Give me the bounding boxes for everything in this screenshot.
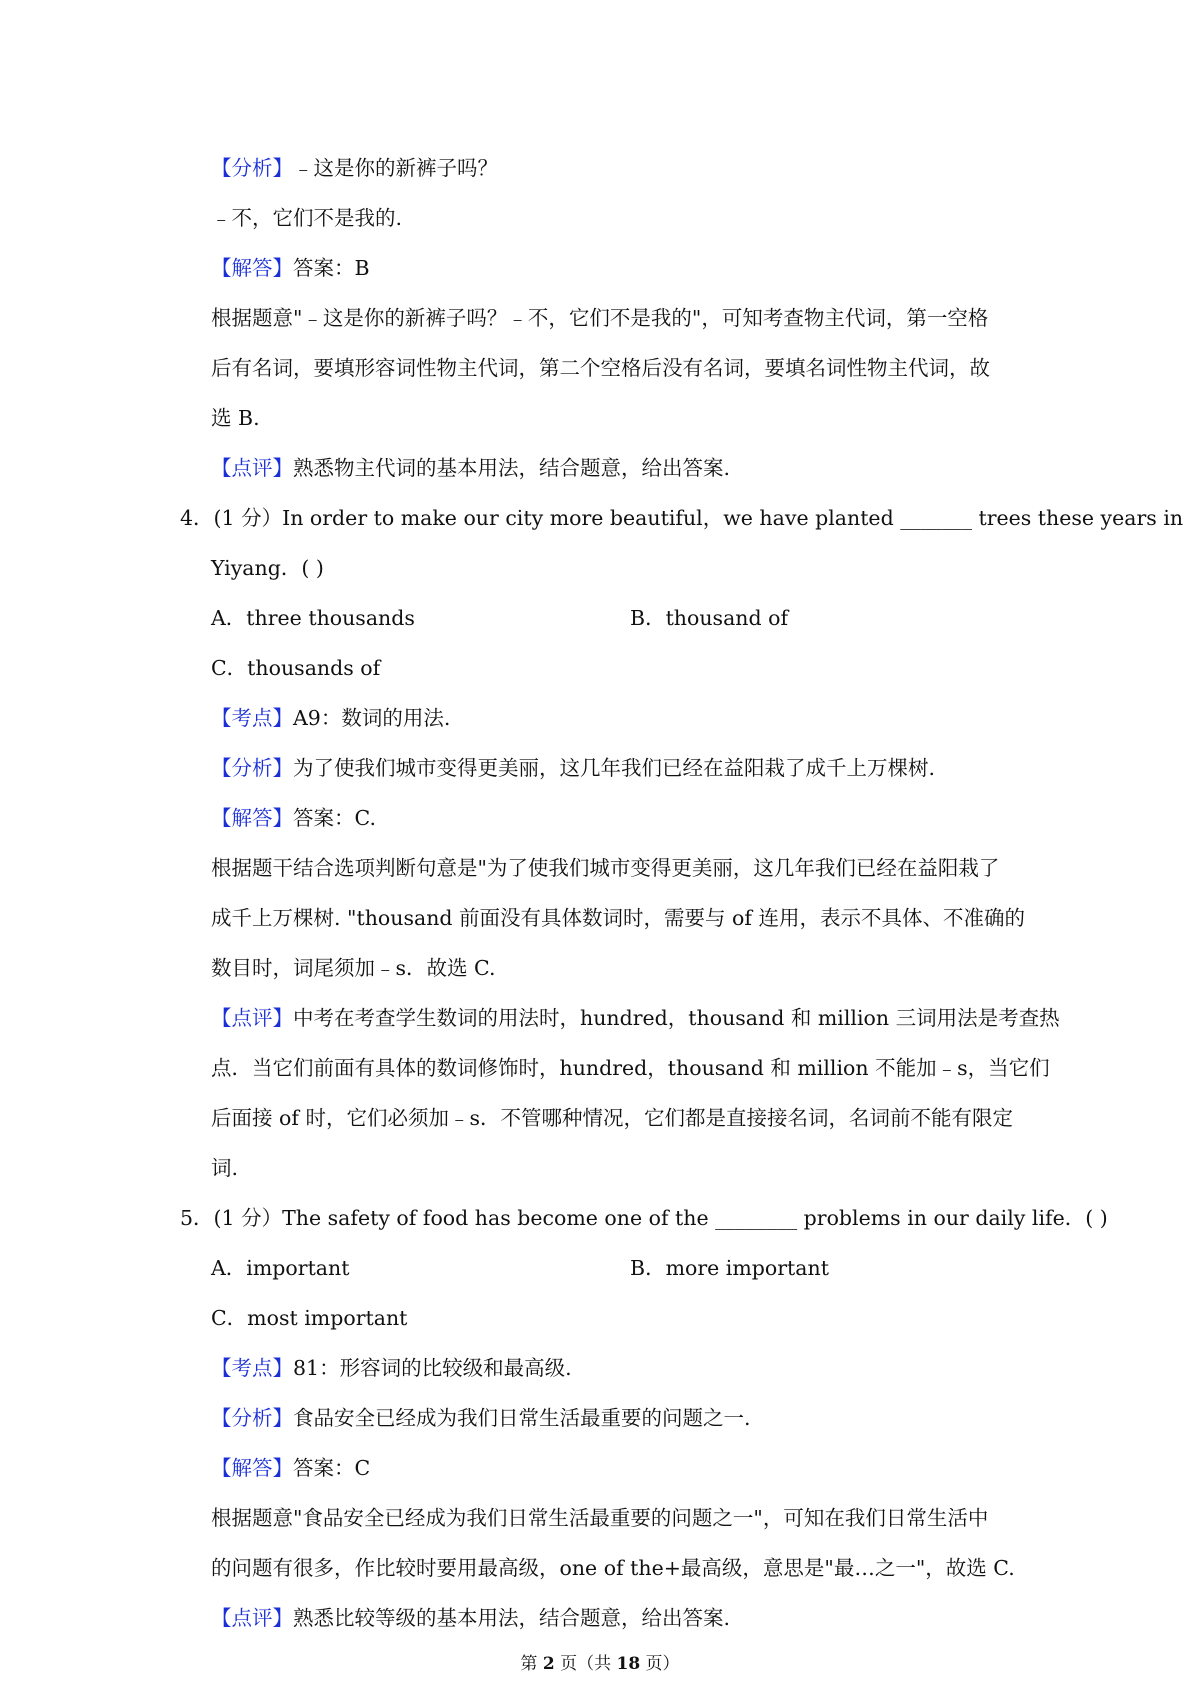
analysis-text: 食品安全已经成为我们日常生活最重要的问题之一. [293, 1406, 751, 1430]
footer-total-pages: 18 [616, 1654, 641, 1674]
q4-option-b: B．thousand of [630, 606, 789, 630]
footer-suffix: 页） [640, 1654, 680, 1674]
analysis-text: ﹣这是你的新裤子吗？ [293, 156, 498, 180]
q5-comment [211, 1603, 730, 1633]
q5-option-b: B．more important [630, 1256, 829, 1280]
footer-page-number: 2 [542, 1654, 555, 1674]
point-text: 81：形容词的比较级和最高级. [293, 1356, 572, 1380]
footer-middle: 页（共 [554, 1654, 617, 1674]
answer-text: 答案：C [293, 1456, 371, 1480]
answer-text: 答案：B [293, 256, 370, 280]
comment-tag: 【点评】 [211, 1606, 293, 1630]
q3-answer [211, 253, 370, 283]
footer-prefix: 第 [520, 1654, 543, 1674]
q5-option-c: C．most important [211, 1306, 408, 1330]
analysis-tag: 【分析】 [211, 156, 293, 180]
q3-comment [211, 453, 730, 483]
q5-explanation-line1: 根据题意"食品安全已经成为我们日常生活最重要的问题之一"，可知在我们日常生活中 [211, 1506, 989, 1530]
q4-comment-line2: 点．当它们前面有具体的数词修饰时，hundred，thousand 和 million 不能加﹣s，当它们 [211, 1056, 1050, 1080]
q3-explanation-line2: 后有名词，要填形容词性物主代词，第二个空格后没有名词，要填名词性物主代词，故 [211, 356, 990, 380]
q4-analysis [211, 753, 935, 783]
q5-answer [211, 1453, 370, 1483]
q3-explanation-line3: 选 B. [211, 406, 260, 430]
point-tag: 【考点】 [211, 1356, 293, 1380]
answer-text: 答案：C. [293, 806, 376, 830]
analysis-tag: 【分析】 [211, 1406, 293, 1430]
point-tag: 【考点】 [211, 706, 293, 730]
comment-tag: 【点评】 [211, 1006, 293, 1030]
comment-tag: 【点评】 [211, 456, 293, 480]
page-footer [0, 1652, 1200, 1676]
q3-analysis [211, 153, 498, 183]
q5-stem-line1: 5．(1 分）The safety of food has become one of the ________ problems in our daily life．( ) [180, 1206, 1108, 1230]
q4-comment [211, 1003, 1060, 1033]
comment-text: 熟悉比较等级的基本用法，结合题意，给出答案. [293, 1606, 731, 1630]
analysis-tag: 【分析】 [211, 756, 293, 780]
q5-point [211, 1353, 572, 1383]
q4-explanation-line1: 根据题干结合选项判断句意是"为了使我们城市变得更美丽，这几年我们已经在益阳栽了 [211, 856, 1000, 880]
q4-stem-line1: 4．(1 分）In order to make our city more beautiful，we have planted _______ trees these years in [180, 506, 1184, 530]
q4-answer [211, 803, 376, 833]
q4-comment-line3: 后面接 of 时，它们必须加﹣s．不管哪种情况，它们都是直接接名词，名词前不能有限定 [211, 1106, 1013, 1130]
answer-tag: 【解答】 [211, 256, 293, 280]
q4-explanation-line2: 成千上万棵树. "thousand 前面没有具体数词时，需要与 of 连用，表示不具体、不准确的 [211, 906, 1025, 930]
answer-tag: 【解答】 [211, 806, 293, 830]
q4-option-a: A．three thousands [211, 606, 415, 630]
q4-comment-line4: 词. [211, 1156, 239, 1180]
q5-explanation-line2: 的问题有很多，作比较时要用最高级，one of the+最高级，意思是"最…之一"，故选 C. [211, 1556, 1015, 1580]
q4-explanation-line3: 数目时，词尾须加﹣s．故选 C. [211, 956, 496, 980]
analysis-text: 为了使我们城市变得更美丽，这几年我们已经在益阳栽了成千上万棵树. [293, 756, 936, 780]
q5-option-a: A．important [211, 1256, 350, 1280]
point-text: A9：数词的用法. [293, 706, 451, 730]
comment-text: 熟悉物主代词的基本用法，结合题意，给出答案. [293, 456, 731, 480]
q4-stem-line2: Yiyang．( ) [211, 556, 324, 580]
q3-explanation-line1: 根据题意"﹣这是你的新裤子吗？﹣不，它们不是我的"，可知考查物主代词，第一空格 [211, 306, 989, 330]
q4-option-c: C．thousands of [211, 656, 381, 680]
q5-analysis [211, 1403, 751, 1433]
q4-point [211, 703, 450, 733]
comment-text: 中考在考查学生数词的用法时，hundred，thousand 和 million 三词用法是考查热 [293, 1006, 1060, 1030]
q3-analysis-line2: ﹣不，它们不是我的. [211, 206, 403, 230]
answer-tag: 【解答】 [211, 1456, 293, 1480]
